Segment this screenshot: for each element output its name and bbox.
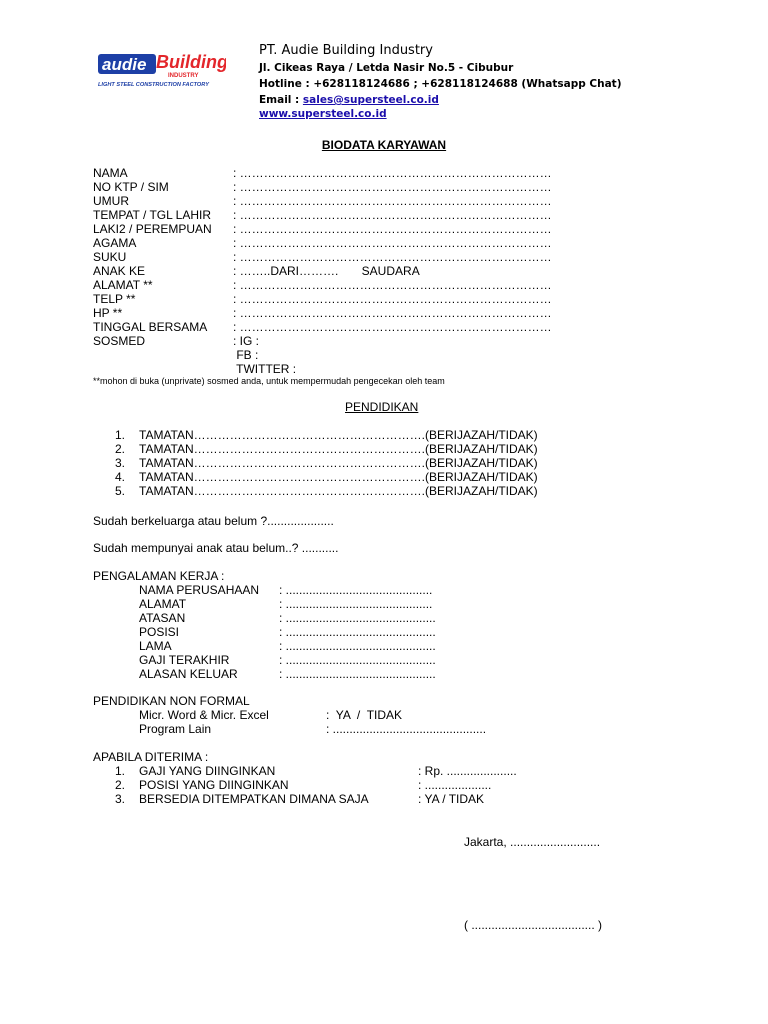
bio-label: AGAMA [93, 236, 137, 250]
exp-label: NAMA PERUSAHAAN [139, 583, 260, 597]
list-number: 5. [115, 484, 126, 498]
exp-field[interactable]: : ............................................. [279, 625, 436, 639]
exp-label: GAJI TERAKHIR [139, 653, 230, 667]
bio-field[interactable]: : …………………………………………………………………… [233, 166, 552, 180]
diterima-field[interactable]: : .................... [418, 778, 492, 792]
bio-label: HP ** [93, 306, 123, 320]
pendidikan-item[interactable]: TAMATAN………………………………………………….(BERIJAZAH/TIDAK) [139, 470, 538, 484]
email-link[interactable]: sales@supersteel.co.id [302, 94, 439, 106]
list-number: 2. [115, 778, 126, 792]
pendidikan-item[interactable]: TAMATAN………………………………………………….(BERIJAZAH/TIDAK) [139, 442, 538, 456]
form-title: BIODATA KARYAWAN [321, 138, 447, 152]
bio-label: SUKU [93, 250, 127, 264]
pendidikan-heading: PENDIDIKAN [345, 400, 419, 414]
bio-field[interactable]: : …………………………………………………………………… [233, 292, 552, 306]
sosmed-fb-field[interactable]: FB : [233, 348, 259, 362]
non-formal-heading: PENDIDIKAN NON FORMAL [93, 694, 250, 708]
exp-label: ATASAN [139, 611, 186, 625]
list-number: 2. [115, 442, 126, 456]
exp-label: LAMA [139, 639, 172, 653]
list-number: 3. [115, 792, 126, 806]
sosmed-twitter-field[interactable]: TWITTER : [233, 362, 297, 376]
logo-brand-right: Building [156, 52, 226, 72]
place-date[interactable]: Jakarta, ........................... [464, 835, 601, 849]
bio-field[interactable]: : …………………………………………………………………… [233, 236, 552, 250]
diterima-heading: APABILA DITERIMA : [93, 750, 209, 764]
exp-field[interactable]: : ............................................ [279, 583, 433, 597]
diterima-label: GAJI YANG DIINGINKAN [139, 764, 276, 778]
bio-field[interactable]: : …………………………………………………………………… [233, 194, 552, 208]
sosmed-ig-field[interactable]: : IG : [233, 334, 260, 348]
list-number: 4. [115, 470, 126, 484]
website-line [259, 108, 387, 120]
list-number: 3. [115, 456, 126, 470]
exp-label: ALASAN KELUAR [139, 667, 238, 681]
logo-brand-left: audie [102, 55, 147, 74]
diterima-field[interactable]: : Rp. ..................... [418, 764, 517, 778]
exp-field[interactable]: : ............................................. [279, 667, 436, 681]
bio-label: ALAMAT ** [93, 278, 153, 292]
diterima-label: POSISI YANG DIINGINKAN [139, 778, 289, 792]
bio-field[interactable]: : …………………………………………………………………… [233, 222, 552, 236]
exp-label: ALAMAT [139, 597, 187, 611]
pendidikan-item[interactable]: TAMATAN………………………………………………….(BERIJAZAH/TIDAK) [139, 484, 538, 498]
bio-label: NAMA [93, 166, 128, 180]
bio-label: ANAK KE [93, 264, 146, 278]
bio-label: UMUR [93, 194, 129, 208]
bio-label: NO KTP / SIM [93, 180, 169, 194]
signature-line[interactable]: ( ..................................... ) [464, 918, 603, 932]
website-link[interactable]: www.supersteel.co.id [259, 108, 387, 120]
diterima-field[interactable]: : YA / TIDAK [418, 792, 485, 806]
bio-label: TELP ** [93, 292, 136, 306]
bio-label: TEMPAT / TGL LAHIR [93, 208, 212, 222]
bio-label: LAKI2 / PEREMPUAN [93, 222, 212, 236]
diterima-label: BERSEDIA DITEMPATKAN DIMANA SAJA [139, 792, 369, 806]
list-number: 1. [115, 428, 126, 442]
exp-field[interactable]: : ............................................. [279, 653, 436, 667]
company-email-line [259, 94, 439, 106]
non-formal-label: Program Lain [139, 722, 212, 736]
exp-label: POSISI [139, 625, 180, 639]
sosmed-note: **mohon di buka (unprivate) sosmed anda, untuk mempermudah pengecekan oleh team [93, 376, 445, 386]
logo-tagline: LIGHT STEEL CONSTRUCTION FACTORY [98, 82, 209, 88]
bio-field[interactable]: : …………………………………………………………………… [233, 306, 552, 320]
bio-field[interactable]: : …………………………………………………………………… [233, 180, 552, 194]
email-label: Email : [259, 94, 303, 106]
pendidikan-item[interactable]: TAMATAN………………………………………………….(BERIJAZAH/TIDAK) [139, 456, 538, 470]
company-logo [96, 50, 226, 90]
bio-label: SOSMED [93, 334, 146, 348]
company-hotline: Hotline : +628118124686 ; +628118124688 (Whatsapp Chat) [259, 78, 622, 90]
bio-field[interactable]: : …………………………………………………………………… [233, 250, 552, 264]
non-formal-label: Micr. Word & Micr. Excel [139, 708, 269, 722]
company-address: Jl. Cikeas Raya / Letda Nasir No.5 - Cibubur [259, 62, 514, 74]
pengalaman-heading: PENGALAMAN KERJA : [93, 569, 225, 583]
children-question[interactable]: Sudah mempunyai anak atau belum..? ........... [93, 541, 339, 555]
bio-field[interactable]: : …………………………………………………………………… [233, 320, 552, 334]
non-formal-field[interactable]: : YA / TIDAK [326, 708, 403, 722]
bio-field[interactable]: : …………………………………………………………………… [233, 208, 552, 222]
logo-brand-sub: INDUSTRY [168, 73, 199, 79]
marital-question[interactable]: Sudah berkeluarga atau belum ?.................... [93, 514, 334, 528]
bio-field[interactable]: : …………………………………………………………………… [233, 278, 552, 292]
bio-label: TINGGAL BERSAMA [93, 320, 208, 334]
exp-field[interactable]: : ............................................. [279, 639, 436, 653]
company-name: PT. Audie Building Industry [259, 43, 433, 58]
non-formal-field[interactable]: : .............................................. [326, 722, 487, 736]
pendidikan-item[interactable]: TAMATAN………………………………………………….(BERIJAZAH/TIDAK) [139, 428, 538, 442]
bio-field[interactable]: : ……..DARI………. SAUDARA [233, 264, 420, 278]
exp-field[interactable]: : ............................................ [279, 597, 433, 611]
exp-field[interactable]: : ............................................. [279, 611, 436, 625]
list-number: 1. [115, 764, 126, 778]
